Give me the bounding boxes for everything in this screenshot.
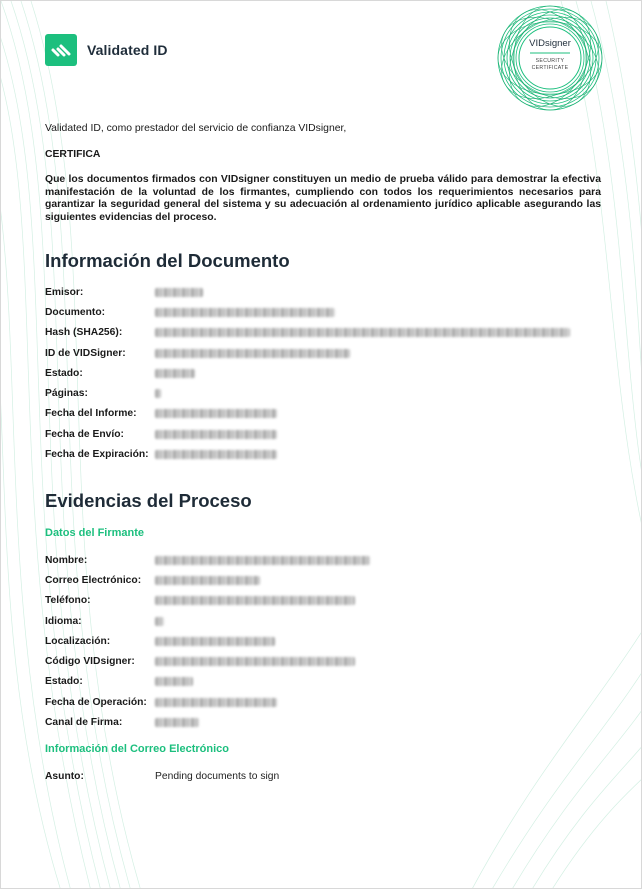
signer-row-localizacion [45, 631, 605, 651]
doc-label: Fecha del Informe: [45, 408, 137, 420]
email-info-heading: Información del Correo Electrónico [45, 743, 229, 755]
signer-label: Localización: [45, 635, 111, 647]
signer-info-list [45, 550, 605, 733]
doc-row-documento [45, 302, 605, 322]
signer-data-heading: Datos del Firmante [45, 527, 145, 539]
redacted-value [155, 430, 277, 439]
intro-text [45, 123, 601, 225]
validated-id-logo [45, 34, 168, 66]
email-subject-value: Pending documents to sign [155, 770, 280, 782]
doc-label: Documento: [45, 306, 106, 318]
doc-label: Hash (SHA256): [45, 327, 123, 339]
doc-label: Páginas: [45, 388, 88, 400]
doc-row-estado [45, 363, 605, 383]
redacted-value [155, 637, 275, 646]
redacted-value [155, 617, 164, 626]
vidsigner-security-seal [495, 3, 605, 113]
doc-label: Fecha de Envío: [45, 428, 124, 440]
signer-row-codigo [45, 651, 605, 671]
redacted-value [155, 389, 161, 398]
redacted-value [155, 657, 355, 666]
document-info-list [45, 282, 605, 465]
doc-label: Estado: [45, 367, 83, 379]
seal-title: VIDsigner [529, 38, 571, 49]
signer-row-telefono [45, 591, 605, 611]
redacted-value [155, 698, 277, 707]
signer-label: Estado: [45, 676, 83, 688]
validated-id-logo-icon [45, 34, 77, 66]
signer-row-idioma [45, 611, 605, 631]
signer-row-estado [45, 672, 605, 692]
redacted-value [155, 328, 570, 337]
redacted-value [155, 556, 370, 565]
seal-line1: SECURITY [535, 58, 565, 64]
doc-row-fecha-informe [45, 404, 605, 424]
signer-row-correo [45, 570, 605, 590]
redacted-value [155, 450, 277, 459]
signer-row-canal [45, 712, 605, 732]
signer-label: Nombre: [45, 554, 88, 566]
certification-statement: Que los documentos firmados con VIDsigner constituyen un medio de prueba válido para demostrar la efectiva manifestación de la voluntad de los firmantes, cumpliendo con todos los requerimientos necesarios para garantizar la seguridad general del sistema y su adecuación al ordenamiento jurídico aplicable asegurando las siguientes evidencias del proceso. [45, 174, 601, 223]
redacted-value [155, 596, 355, 605]
email-info-list [45, 766, 605, 786]
intro-line: Validated ID, como prestador del servicio de confianza VIDsigner, [45, 123, 347, 134]
evidence-heading: Evidencias del Proceso [45, 490, 252, 511]
signer-row-nombre [45, 550, 605, 570]
email-label: Asunto: [45, 770, 84, 782]
redacted-value [155, 369, 195, 378]
redacted-value [155, 308, 335, 317]
signer-row-fecha-operacion [45, 692, 605, 712]
redacted-value [155, 288, 203, 297]
signer-label: Canal de Firma: [45, 717, 123, 729]
email-row-asunto [45, 766, 605, 786]
redacted-value [155, 718, 199, 727]
document-info-heading: Información del Documento [45, 250, 290, 271]
doc-row-hash [45, 323, 605, 343]
signer-label: Código VIDsigner: [45, 656, 135, 668]
doc-row-vidsigner-id [45, 343, 605, 363]
redacted-value [155, 349, 350, 358]
signer-label: Teléfono: [45, 595, 91, 607]
doc-label: Emisor: [45, 286, 84, 298]
doc-row-fecha-expiracion [45, 444, 605, 464]
doc-label: Fecha de Expiración: [45, 449, 149, 461]
brand-name: Validated ID [87, 42, 168, 58]
doc-label: ID de VIDSigner: [45, 347, 126, 359]
doc-row-fecha-envio [45, 424, 605, 444]
redacted-value [155, 576, 260, 585]
doc-row-emisor [45, 282, 605, 302]
signer-label: Correo Electrónico: [45, 574, 142, 586]
redacted-value [155, 409, 277, 418]
signer-label: Fecha de Operación: [45, 696, 147, 708]
seal-line2: CERTIFICATE [531, 65, 569, 71]
doc-row-paginas [45, 383, 605, 403]
certifica-heading: CERTIFICA [45, 148, 101, 160]
signer-label: Idioma: [45, 615, 82, 627]
redacted-value [155, 677, 193, 686]
